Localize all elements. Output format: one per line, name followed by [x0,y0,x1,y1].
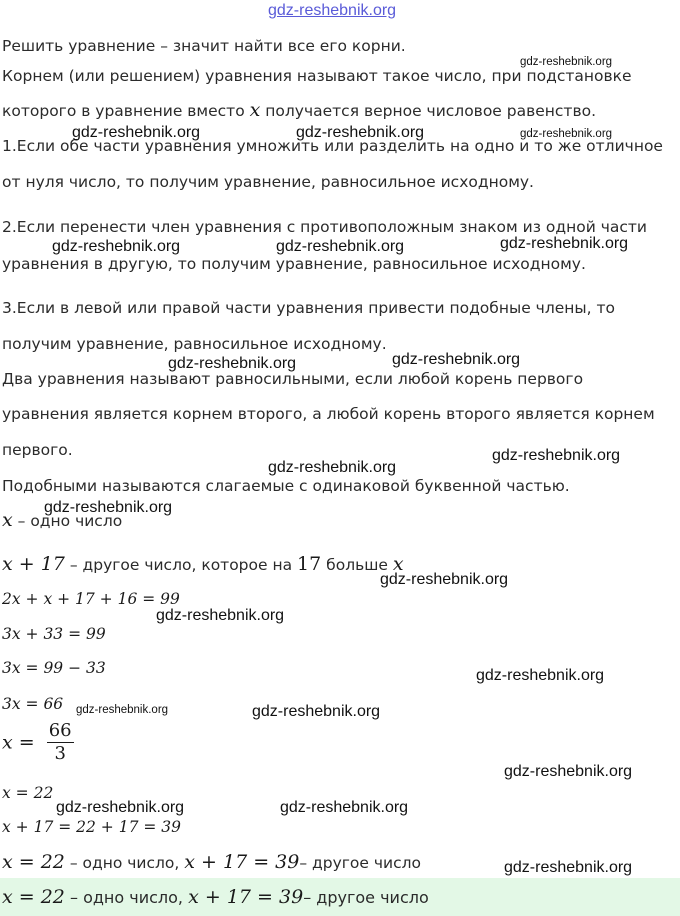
similar-terms-definition: Подобными называются слагаемые с одинаковой буквенной частью. [2,477,570,495]
equation-step-5 [2,720,74,765]
text-fragment: больше [321,556,393,574]
watermark: gdz-reshebnik.org [72,124,201,141]
watermark: gdz-reshebnik.org [520,56,613,68]
fraction-numerator: 66 [48,720,72,741]
rule-1-line1: 1.Если обе части уравнения умножить или разделить на одно и то же отличное [2,137,663,155]
text-fragment: – одно число, [64,854,185,872]
watermark: gdz-reshebnik.org [44,499,173,516]
variable-x: x [2,509,13,531]
watermark: gdz-reshebnik.org [280,799,409,816]
final-answer [2,885,429,910]
watermark: gdz-reshebnik.org [56,799,185,816]
equation-step-7: x + 17 = 22 + 17 = 39 [2,818,181,836]
watermark: gdz-reshebnik.org [156,607,285,624]
watermark: gdz-reshebnik.org [392,351,521,368]
equivalence-line1: Два уравнения называют равносильными, если любой корень первого [2,370,584,388]
equation-step-6: x = 22 [2,784,54,802]
expression: x = 22 [2,886,65,908]
theory-definition-solve: Решить уравнение – значит найти все его корни. [2,37,406,55]
site-header-link[interactable]: gdz-reshebnik.org [268,2,397,19]
watermark: gdz-reshebnik.org [76,704,169,716]
watermark: gdz-reshebnik.org [276,238,405,255]
expression: x + 17 [2,553,65,575]
text-fragment: – одно число [12,512,123,530]
equation-step-1: 2x + x + 17 + 16 = 99 [2,590,180,608]
expression: x = 22 [2,851,65,873]
text-fragment: – другое число, которое на [64,556,298,574]
watermark: gdz-reshebnik.org [476,667,605,684]
text-fragment: которого в уравнение вместо [2,102,250,120]
equation-step-4: 3x = 66 [2,695,64,713]
variable-x: x [249,99,261,121]
fraction [47,720,74,765]
watermark: gdz-reshebnik.org [380,571,509,588]
expression: x + 17 = 39 [188,886,304,908]
watermark: gdz-reshebnik.org [296,124,425,141]
rule-1-line2: от нуля число, то получим уравнение, равносильное исходному. [2,173,534,191]
expression: x + 17 = 39 [184,851,300,873]
solution-conclusion [2,850,421,875]
text-fragment: – другое число [303,888,429,907]
variable-x: x [392,553,404,575]
text-fragment: – другое число [299,854,421,872]
rule-3-line2: получим уравнение, равносильное исходному. [2,335,387,353]
equivalence-line2: уравнения является корнем второго, а любой корень второго является корнем [2,405,655,423]
watermark: gdz-reshebnik.org [504,763,633,780]
watermark: gdz-reshebnik.org [52,238,181,255]
watermark: gdz-reshebnik.org [520,128,613,140]
expression: x = [2,731,41,754]
solution-line-second-number [2,552,404,577]
theory-root-definition-line1: Корнем (или решением) уравнения называют такое число, при подстановке [2,67,632,85]
watermark: gdz-reshebnik.org [500,235,629,252]
watermark: gdz-reshebnik.org [268,459,397,476]
equivalence-line3: первого. [2,441,73,459]
rule-3-line1: 3.Если в левой или правой части уравнения привести подобные члены, то [2,299,616,317]
watermark: gdz-reshebnik.org [492,447,621,464]
text-fragment: – одно число, [64,888,189,907]
number: 17 [297,553,322,575]
equation-step-3: 3x = 99 − 33 [2,659,106,677]
rule-2-line1: 2.Если перенести член уравнения с противоположным знаком из одной части [2,218,647,236]
equation-step-2: 3x + 33 = 99 [2,625,106,643]
fraction-denominator: 3 [54,743,66,764]
watermark: gdz-reshebnik.org [504,859,633,876]
rule-2-line2: уравнения в другую, то получим уравнение, равносильное исходному. [2,255,586,273]
watermark: gdz-reshebnik.org [168,355,297,372]
watermark: gdz-reshebnik.org [252,703,381,720]
text-fragment: получается верное числовое равенство. [260,102,596,120]
theory-root-definition-line2 [2,100,596,121]
